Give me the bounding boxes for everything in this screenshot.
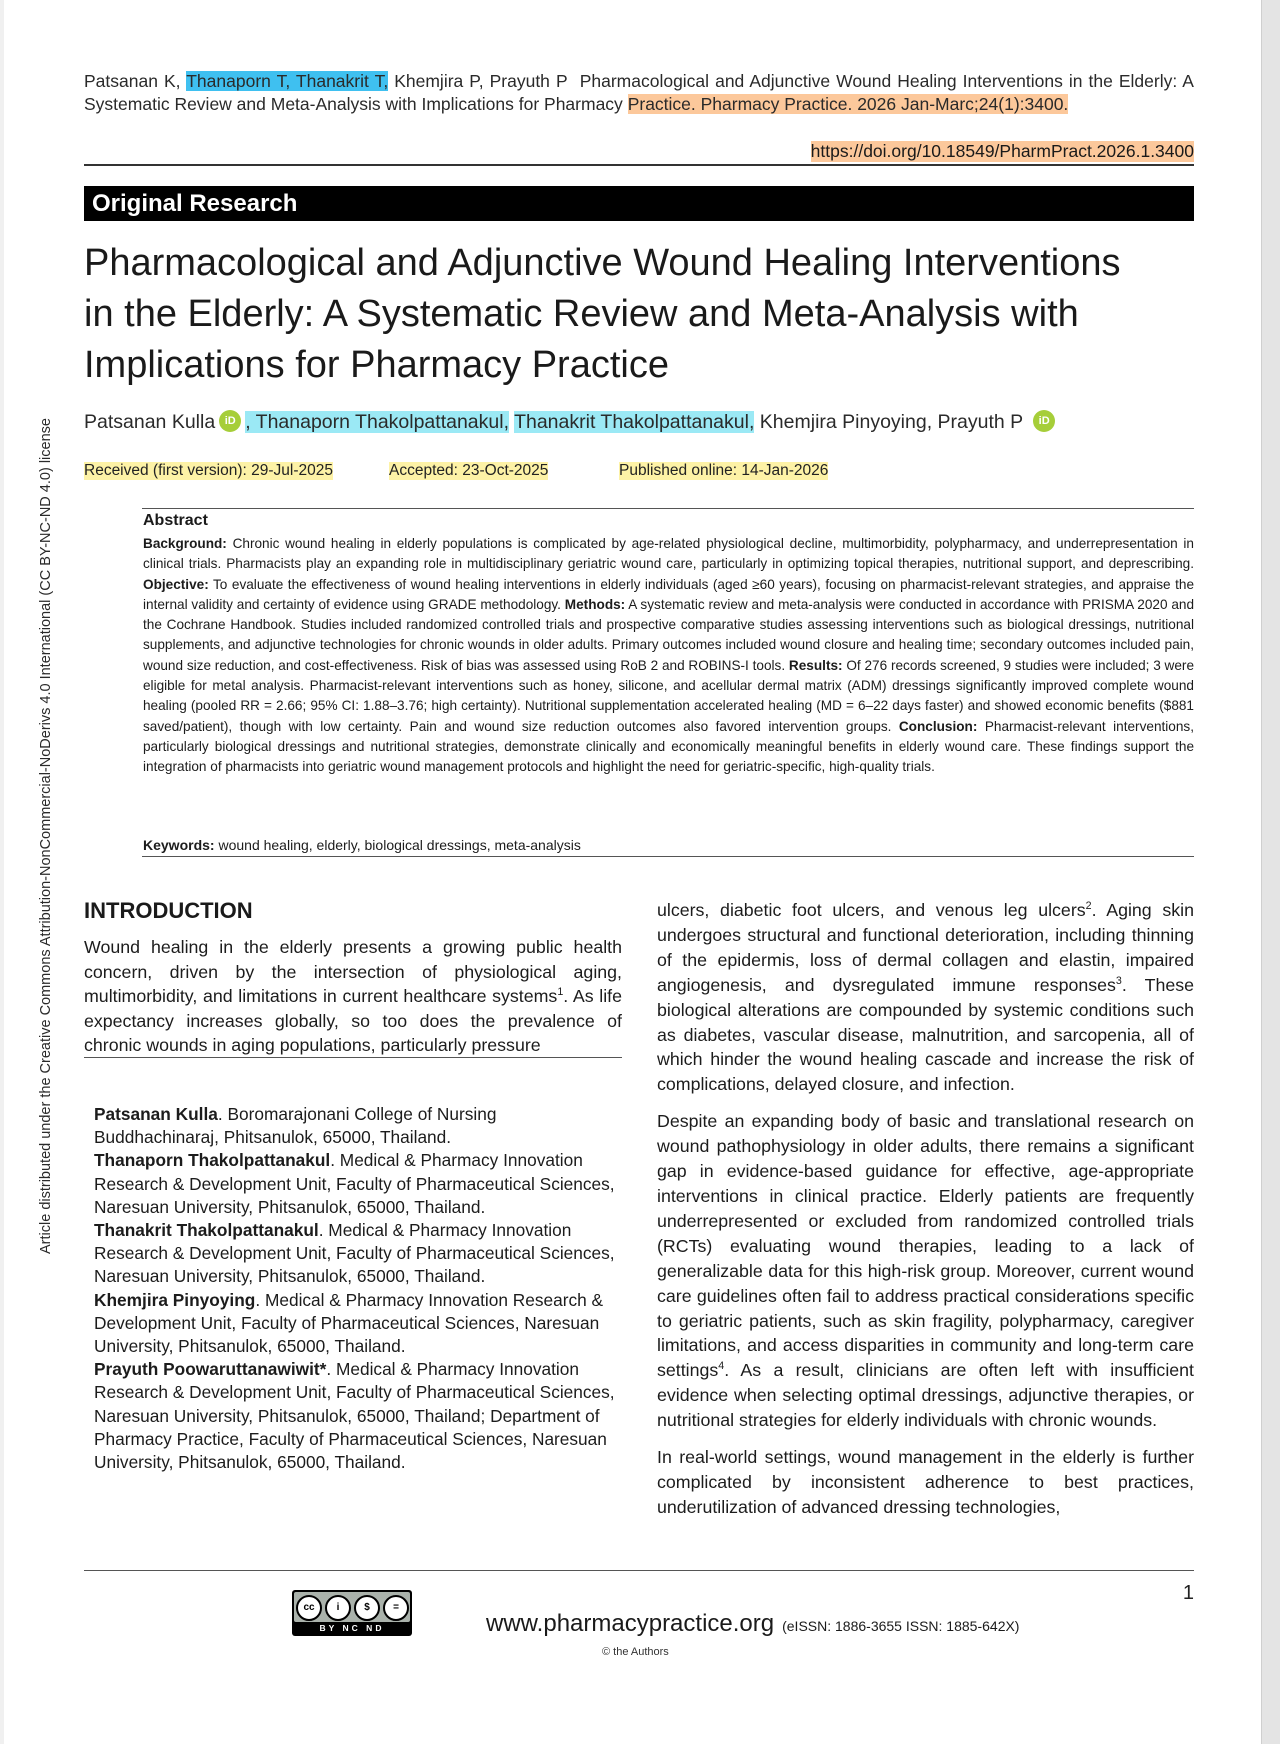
article-title — [84, 238, 1194, 391]
page-left-edge — [0, 0, 4, 1744]
introduction-heading: INTRODUCTION — [84, 898, 253, 923]
section-label: Original Research — [92, 190, 298, 217]
cc-icon: cc — [296, 1595, 322, 1621]
nc-icon: $ — [354, 1595, 380, 1621]
affiliation-item: Khemjira Pinyoying. Medical & Pharmacy Innovation Research & Development Unit, Faculty of Pharmaceutical Sciences, Naresuan University, Phitsanulok, 65000, Thailand. — [94, 1289, 604, 1357]
published-date: Published online: 14-Jan-2026 — [619, 462, 829, 479]
issn: (eISSN: 1886-3655 ISSN: 1885-642X) — [782, 1618, 1020, 1634]
intro-left-column: Wound healing in the elderly presents a growing public health concern, driven by the intersection of physiological aging, multimorbidity, and limitations in current healthcare systems$^1$. As life expectancy increases globally, so too does the prevalence of chronic wounds in aging populations, particularly pressure — [84, 937, 622, 1056]
author-name: Patsanan Kulla — [84, 411, 216, 433]
affiliation-item: Patsanan Kulla. Boromarajonani College of Nursing Buddhachinaraj, Phitsanulok, 65000, Thailand. — [94, 1104, 497, 1148]
author-name-highlight: Thanakrit Thakolpattanakul, — [514, 411, 755, 433]
intro-paragraph: In real-world settings, wound management in the elderly is further complicated by inconsistent adherence to best practices, underutilization of advanced dressing technologies, — [657, 1447, 1194, 1517]
author-list — [84, 410, 1194, 434]
doi-link[interactable]: https://doi.org/10.18549/PharmPract.2026.1.3400 — [810, 141, 1194, 161]
received-date: Received (first version): 29-Jul-2025 — [84, 462, 333, 479]
title-line: in the Elderly: A Systematic Review and Meta-Analysis with — [84, 293, 1079, 335]
citation-author-first: Patsanan K, — [84, 71, 181, 91]
intro-right-column — [657, 898, 1194, 1532]
intro-paragraph: Despite an expanding body of basic and translational research on wound pathophysiology in older adults, there remains a significant gap in evidence-based guidance for effective, age-appropriate interventions in clinical practice. Elderly patients are frequently underrepresented or excluded from randomized controlled trials (RCTs) evaluating wound therapies, leading to a lack of generalizable data for this high-risk group. Moreover, current wound care guidelines often fail to address practical considerations specific to geriatric patients, such as skin fragility, polypharmacy, caregiver limitations, and access disparities in community and long-term care settings$^4$. As a result, clinicians are often left with insufficient evidence when selecting optimal dressings, adjunctive therapies, or nutritional strategies for elderly individuals with chronic wounds. — [657, 1111, 1194, 1431]
by-icon: i — [325, 1595, 351, 1621]
orcid-icon[interactable]: iD — [219, 410, 241, 432]
header-rule — [84, 164, 1194, 166]
author-affiliations — [94, 1103, 622, 1474]
license-sidebar-text: Article distributed under the Creative Commons Attribution-NonCommercial-NoDerivs 4.0 International (CC BY-NC-ND 4.0) license — [38, 418, 54, 1254]
abstract-heading: Abstract — [143, 512, 208, 529]
cc-by-nc-nd-icon[interactable] — [292, 1590, 412, 1636]
affiliation-item: Thanakrit Thakolpattanakul. Medical & Pharmacy Innovation Research & Development Unit, Faculty of Pharmaceutical Sciences, Naresuan University, Phitsanulok, 65000, Thailand. — [94, 1220, 615, 1287]
affiliation-item: Prayuth Poowaruttanawiwit*. Medical & Pharmacy Innovation Research & Development Unit, Faculty of Pharmaceutical Sciences, Naresuan University, Phitsanulok, 65000, Thailand; Department of Pharmacy Practice, Faculty of Pharmaceutical Sciences, Naresuan University, Phitsanulok, 65000, Thailand. — [94, 1359, 615, 1473]
site-url[interactable]: www.pharmacypractice.org — [486, 1610, 775, 1637]
accepted-date: Accepted: 23-Oct-2025 — [389, 462, 549, 479]
abstract-bottom-rule — [142, 856, 1194, 857]
cc-labels: BY NC ND — [319, 1623, 385, 1633]
abstract-body: Background: Chronic wound healing in elderly populations is complicated by age-related physiological decline, multimorbidity, polypharmacy, and underrepresentation in clinical trials. Pharmacists play an expanding role in multidisciplinary geriatric wound care, particularly in optimizing topical therapies, nutritional support, and deprescribing. Objective: To evaluate the effectiveness of wound healing interventions in elderly individuals (aged ≥60 years), focusing on pharmacist-relevant strategies, and appraise the internal validity and certainty of evidence using GRADE methodology. Methods: A systematic review and meta-analysis were conducted in accordance with PRISMA 2020 and the Cochrane Handbook. Studies included randomized controlled trials and prospective comparative studies assessing interventions such as biological dressings, nutritional supplements, and adjunctive technologies for chronic wounds in older adults. Primary outcomes included wound closure and healing time; secondary outcomes included pain, wound size reduction, and cost-effectiveness. Risk of bias was assessed using RoB 2 and ROBINS-I tools. Results: Of 276 records screened, 9 studies were included; 3 were eligible for metal analysis. Pharmacist-relevant interventions such as honey, silicone, and acellular dermal matrix (ADM) dressings significantly improved complete wound healing (pooled RR = 2.66; 95% CI: 1.88–3.76; high certainty). Nutritional supplementation accelerated healing (MD = 6–22 days faster) and showed economic benefits ($881 saved/patient), though with low certainty. Pain and wound size reduction outcomes also favored intervention groups. Conclusion: Pharmacist-relevant interventions, particularly biological dressings and nutritional strategies, demonstrate clinically and economically meaningful benefits in elderly wound care. These findings support the integration of pharmacists into geriatric wound management protocols and highlight the need for geriatric-specific, high-quality trials. — [143, 536, 1195, 775]
copyright: © the Authors — [602, 1646, 669, 1658]
author-name: Khemjira Pinyoying, Prayuth P — [759, 411, 1024, 433]
title-line: Pharmacological and Adjunctive Wound Healing Interventions — [84, 242, 1121, 284]
citation-authors-highlight: Thanaporn T, Thanakrit T, — [186, 71, 389, 91]
abstract-top-rule — [142, 508, 1194, 509]
affiliation-rule — [84, 1057, 622, 1058]
section-banner — [84, 186, 1194, 221]
citation-authors-rest: Khemjira P, Prayuth P — [394, 71, 568, 91]
affiliation-item: Thanaporn Thakolpattanakul. Medical & Pharmacy Innovation Research & Development Unit, Faculty of Pharmaceutical Sciences, Naresuan University, Phitsanulok, 65000, Thailand. — [94, 1150, 615, 1217]
footer-rule — [84, 1570, 1194, 1571]
intro-paragraph: ulcers, diabetic foot ulcers, and venous leg ulcers$^2$. Aging skin undergoes structural and functional deterioration, including thinning of the epidermis, loss of dermal collagen and elastin, impaired angiogenesis, and dysregulated immune responses$^3$. These biological alterations are compounded by systemic conditions such as diabetes, vascular disease, malnutrition, and sarcopenia, all of which hinder the wound healing cascade and increase the risk of complications, delayed closure, and infection. — [657, 900, 1195, 1095]
nd-icon: = — [383, 1595, 409, 1621]
citation-title: Pharmacological and Adjunctive Wound Healing Interventions in the Elderly: A Systematic Review and Meta-Analysis with Implications for Pharmacy — [84, 71, 1194, 114]
keywords: Keywords: wound healing, elderly, biological dressings, meta-analysis — [143, 837, 581, 853]
journal-website — [486, 1610, 1019, 1638]
page-number: 1 — [1182, 1582, 1194, 1604]
title-line: Implications for Pharmacy Practice — [84, 344, 669, 386]
citation-header — [84, 70, 1194, 116]
orcid-icon[interactable]: iD — [1033, 410, 1055, 432]
citation-journal: Practice. Pharmacy Practice. 2026 Jan-Marc;24(1):3400. — [627, 94, 1069, 114]
author-name-highlight: , Thanaporn Thakolpattanakul, — [245, 411, 509, 433]
page-right-edge — [1261, 0, 1280, 1744]
